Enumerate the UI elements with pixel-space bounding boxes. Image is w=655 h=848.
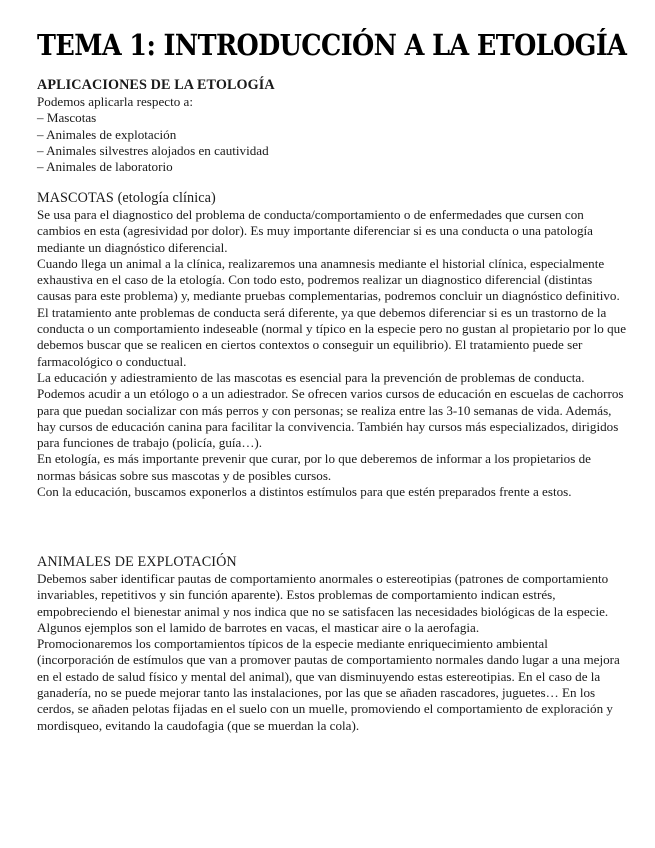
section-explotacion [37, 554, 627, 734]
section-mascotas [37, 190, 627, 500]
section-aplicaciones [37, 77, 627, 175]
list-item: – Animales silvestres alojados en cautividad [37, 142, 269, 158]
section-intro: Podemos aplicarla respecto a: [37, 94, 193, 109]
paragraph: Se usa para el diagnostico del problema de conducta/comportamiento o de enfermedades que cursen con cambios en esta (agresividad por dolor). Es muy importante diferenciar si es una conducta o una patología mediante un diagnóstico diferencial. [37, 207, 593, 255]
section-heading-aplicaciones: APLICACIONES DE LA ETOLOGÍA [37, 77, 275, 93]
list-item: – Animales de explotación [37, 126, 177, 142]
list-item: – Mascotas [37, 110, 97, 126]
paragraph: En etología, es más importante prevenir que curar, por lo que deberemos de informar a los propietarios de normas básicas sobre sus mascotas y de posibles cursos. [37, 451, 591, 483]
section-heading-explotacion: ANIMALES DE EXPLOTACIÓN [37, 554, 237, 570]
applications-list [37, 110, 627, 175]
paragraph: Promocionaremos los comportamientos típicos de la especie mediante enriquecimiento ambiental (incorporación de estímulos que van a promover pautas de comportamiento normales dando lugar a una mejora en el estado de salud físico y mental del animal), que van disminuyendo estas estereotipias. En el caso de la ganadería, no se puede mejorar tanto las instalaciones, por las que se añaden rascadores, juguetes… En los cerdos, se añaden pelotas fijadas en el suelo con un muelle, promoviendo el comportamiento de exploración y mordisqueo, evitando la caudofagia (que se muerdan la cola). [37, 636, 620, 733]
list-item: – Animales de laboratorio [37, 159, 173, 175]
paragraph: Debemos saber identificar pautas de comportamiento anormales o estereotipias (patrones de comportamiento invariables, repetitivos y sin función aparente). Estos problemas de comportamiento indican estrés, empobreciendo el bienestar animal y nos indica que no se satisfacen las necesidades biológicas de la especie. Algunos ejemplos son el lamido de barrotes en vacas, el masticar aire o la aerofagia. [37, 571, 609, 635]
paragraph: La educación y adiestramiento de las mascotas es esencial para la prevención de problemas de conducta. Podemos acudir a un etólogo o a un adiestrador. Se ofrecen varios cursos de educación en escuelas de cachorros para que puedan socializar con más perros y con personas; se realiza entre las 3-10 semanas de vida. Además, hay cursos de educación canina para facilitar la convivencia. También hay cursos más especializados, dirigidos para funciones de trabajo (policía, guía…). [37, 369, 624, 451]
paragraph: El tratamiento ante problemas de conducta será diferente, ya que debemos diferenciar si es un trastorno de la conducta o un comportamiento indeseable (normal y típico en la especie pero no gustan al propietario por lo que debemos buscar que se realicen en ciertos contextos o conseguir un equilibrio). El tratamiento puede ser farmacológico o conductual. [37, 304, 627, 369]
page-title: TEMA 1: INTRODUCCIÓN A LA ETOLOGÍA [37, 29, 627, 63]
section-heading-mascotas: MASCOTAS (etología clínica) [37, 190, 216, 206]
paragraph: Con la educación, buscamos exponerlos a distintos estímulos para que estén preparados frente a estos. [37, 484, 572, 500]
paragraph: Cuando llega un animal a la clínica, realizaremos una anamnesis mediante el historial clínica, especialmente exhaustiva en el caso de la etología. Con todo esto, podremos realizar un diagnostico diferencial (distintas causas para este problema) y, mediante pruebas complementarias, podremos concluir un diagnóstico definitivo. [37, 255, 620, 304]
